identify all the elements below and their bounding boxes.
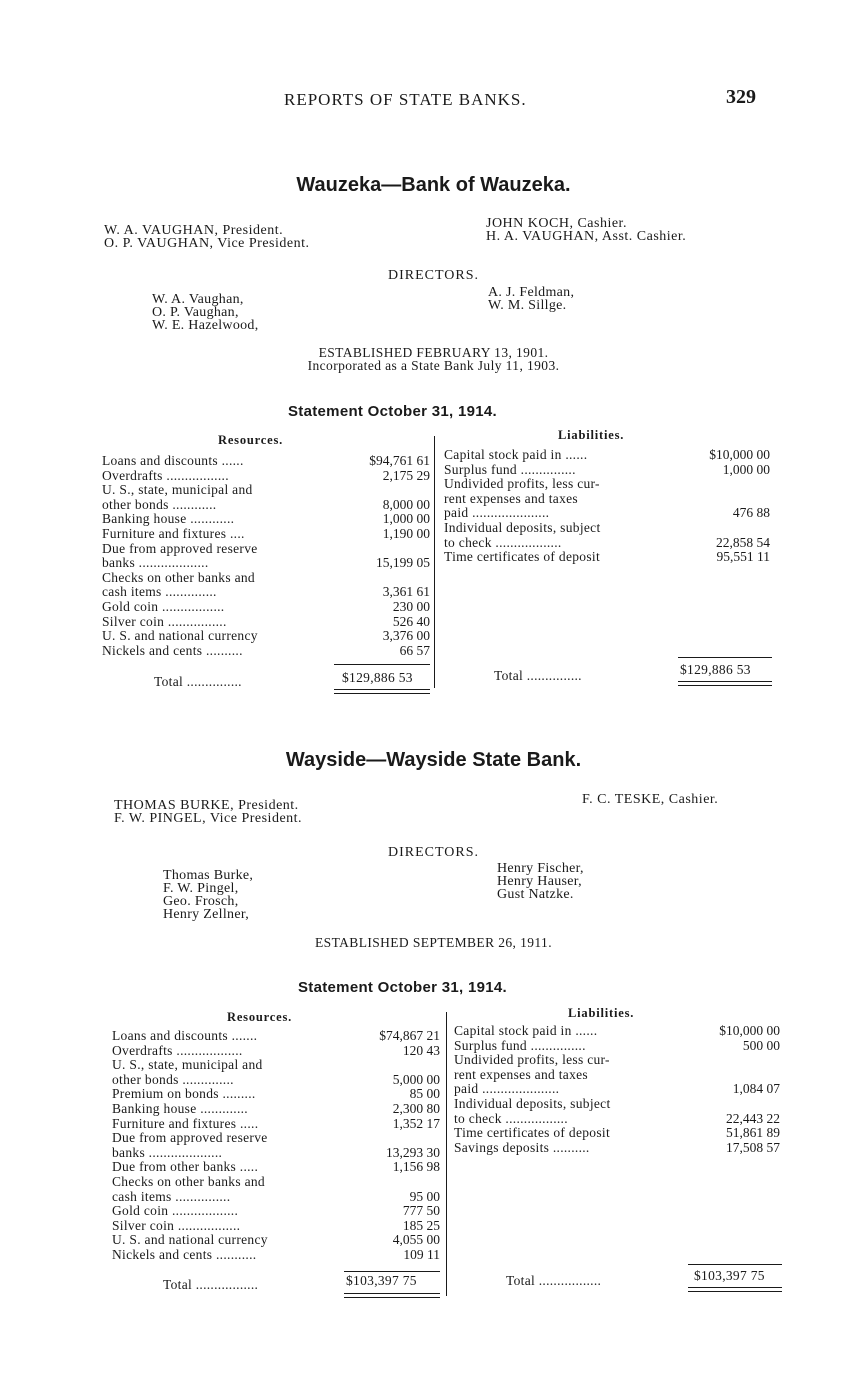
resource-row bbox=[112, 1029, 440, 1044]
officer-asst-cashier: H. A. VAUGHAN, Asst. Cashier. bbox=[486, 229, 687, 244]
resource-row bbox=[112, 1248, 440, 1263]
resources-list bbox=[102, 454, 430, 658]
resource-row-label: cash items .............. bbox=[102, 584, 217, 600]
rule bbox=[334, 664, 430, 665]
resource-row bbox=[112, 1087, 440, 1102]
director-name: A. J. Feldman, bbox=[488, 285, 575, 300]
resource-row-amount: 5,000 00 bbox=[392, 1071, 440, 1087]
resource-row-label: cash items ............... bbox=[112, 1188, 231, 1204]
resource-row-amount: 13,293 30 bbox=[386, 1144, 440, 1160]
director-name: W. A. Vaughan, bbox=[152, 292, 244, 307]
resource-row-label: Banking house ............ bbox=[102, 511, 235, 527]
resource-row-amount: 3,376 00 bbox=[382, 628, 430, 644]
liability-row bbox=[444, 521, 770, 536]
liabilities-heading: Liabilities. bbox=[568, 1006, 635, 1020]
liability-row-amount: 476 88 bbox=[732, 505, 770, 521]
liability-row bbox=[444, 477, 770, 492]
resource-row-amount: 109 11 bbox=[403, 1246, 440, 1262]
incorporated-date: Incorporated as a State Bank July 11, 1903. bbox=[307, 358, 560, 373]
liability-row-amount: 17,508 57 bbox=[726, 1139, 780, 1155]
rule bbox=[678, 685, 772, 686]
resource-row-amount: 120 43 bbox=[402, 1042, 440, 1058]
resource-row-label: Due from approved reserve bbox=[112, 1130, 268, 1146]
resource-row-amount: 8,000 00 bbox=[382, 496, 430, 512]
resource-row-amount: 230 00 bbox=[392, 598, 430, 614]
resource-row-amount: 1,190 00 bbox=[382, 525, 430, 541]
liabilities-total: $129,886 53 bbox=[680, 662, 751, 677]
running-head: REPORTS OF STATE BANKS. bbox=[284, 90, 527, 109]
resource-row-label: Banking house ............. bbox=[112, 1100, 248, 1116]
director-name: Thomas Burke, bbox=[163, 868, 254, 883]
column-divider bbox=[434, 436, 435, 688]
resource-row-label: other bonds .............. bbox=[112, 1071, 234, 1087]
liability-row bbox=[454, 1068, 780, 1083]
resources-total: $129,886 53 bbox=[342, 670, 413, 685]
liability-row-amount: 51,861 89 bbox=[726, 1125, 780, 1141]
liability-row bbox=[444, 506, 770, 521]
resource-row-amount: 185 25 bbox=[402, 1217, 440, 1233]
officers-right bbox=[486, 217, 686, 243]
resource-row bbox=[102, 556, 430, 571]
liability-row-amount: 22,443 22 bbox=[726, 1110, 780, 1126]
resource-row bbox=[112, 1219, 440, 1234]
resource-row-label: other bonds ............ bbox=[102, 496, 217, 512]
statement-heading: Statement October 31, 1914. bbox=[288, 403, 498, 420]
liability-row-label: paid ..................... bbox=[454, 1081, 560, 1097]
resource-row-amount: 1,000 00 bbox=[382, 511, 430, 527]
director-name: Henry Fischer, bbox=[497, 861, 584, 876]
resources-total: $103,397 75 bbox=[346, 1273, 417, 1288]
liabilities-heading: Liabilities. bbox=[558, 428, 625, 442]
resource-row-label: Nickels and cents ........... bbox=[112, 1246, 257, 1262]
liabilities-total: $103,397 75 bbox=[694, 1268, 765, 1283]
resource-row-label: Overdrafts .................. bbox=[112, 1042, 243, 1058]
resources-heading: Resources. bbox=[227, 1010, 293, 1024]
resource-row-amount: $74,867 21 bbox=[379, 1028, 440, 1043]
resource-row-label: U. S. and national currency bbox=[112, 1232, 268, 1248]
resource-row-label: Overdrafts ................. bbox=[102, 467, 229, 483]
bank-title: Wayside—Wayside State Bank. bbox=[285, 749, 582, 771]
resource-row-label: Loans and discounts ....... bbox=[112, 1028, 258, 1043]
liability-row-amount: 95,551 11 bbox=[716, 549, 770, 565]
liability-row-amount: $10,000 00 bbox=[719, 1023, 780, 1038]
rule bbox=[678, 681, 772, 682]
resource-row bbox=[102, 629, 430, 644]
officer-vice-president: O. P. VAUGHAN, Vice President. bbox=[104, 236, 310, 251]
liability-row bbox=[454, 1112, 780, 1127]
liabilities-total-label: Total ................. bbox=[506, 1273, 602, 1288]
resource-row-amount: 1,352 17 bbox=[392, 1115, 440, 1131]
resource-row bbox=[102, 644, 430, 659]
liability-row-label: to check ................. bbox=[454, 1110, 568, 1126]
resource-row-label: Loans and discounts ...... bbox=[102, 453, 244, 468]
liability-row-label: rent expenses and taxes bbox=[454, 1066, 588, 1082]
resource-row-label: Due from approved reserve bbox=[102, 540, 258, 556]
resource-row-label: U. S. and national currency bbox=[102, 628, 258, 644]
liability-row-label: Time certificates of deposit bbox=[444, 549, 600, 565]
resource-row-label: banks ................... bbox=[102, 555, 209, 571]
liability-row-label: Undivided profits, less cur- bbox=[454, 1052, 610, 1068]
rule bbox=[678, 657, 772, 658]
directors-heading: DIRECTORS. bbox=[387, 268, 480, 283]
liability-row-label: Capital stock paid in ...... bbox=[444, 447, 588, 462]
resource-row bbox=[112, 1117, 440, 1132]
resource-row-amount: 15,199 05 bbox=[376, 555, 430, 571]
director-name: Geo. Frosch, bbox=[163, 894, 239, 909]
liability-row bbox=[444, 492, 770, 507]
rule bbox=[334, 689, 430, 690]
resource-row-amount: 4,055 00 bbox=[392, 1232, 440, 1248]
liability-row-label: Undivided profits, less cur- bbox=[444, 476, 600, 492]
directors-right bbox=[497, 862, 584, 901]
statement-heading: Statement October 31, 1914. bbox=[298, 979, 508, 996]
officers-left bbox=[114, 799, 302, 825]
resource-row bbox=[112, 1044, 440, 1059]
directors-left bbox=[152, 293, 259, 332]
officer-vice-president: F. W. PINGEL, Vice President. bbox=[114, 811, 303, 826]
bank-title: Wauzeka—Bank of Wauzeka. bbox=[296, 174, 571, 196]
resource-row-label: Checks on other banks and bbox=[112, 1173, 265, 1189]
director-name: Henry Hauser, bbox=[497, 874, 582, 889]
liability-row bbox=[454, 1053, 780, 1068]
resource-row-label: Premium on bonds ......... bbox=[112, 1086, 256, 1102]
liability-row-amount: 22,858 54 bbox=[716, 534, 770, 550]
liability-row bbox=[454, 1097, 780, 1112]
resource-row bbox=[112, 1175, 440, 1190]
director-name: W. E. Hazelwood, bbox=[152, 318, 259, 333]
resource-row bbox=[112, 1131, 440, 1146]
liability-row-amount: $10,000 00 bbox=[709, 447, 770, 462]
directors-left bbox=[163, 869, 253, 921]
officers-right bbox=[582, 793, 718, 806]
liability-row-label: paid ..................... bbox=[444, 505, 550, 521]
directors-heading: DIRECTORS. bbox=[387, 845, 480, 860]
liability-row-label: Savings deposits .......... bbox=[454, 1139, 590, 1155]
resource-row-label: Silver coin ................ bbox=[102, 613, 227, 629]
resources-total-label: Total ................. bbox=[163, 1277, 259, 1292]
resource-row-label: Furniture and fixtures .... bbox=[102, 525, 245, 541]
liability-row-label: Individual deposits, subject bbox=[444, 519, 601, 535]
resource-row-amount: 2,300 80 bbox=[392, 1100, 440, 1116]
rule bbox=[344, 1271, 440, 1272]
liability-row-label: rent expenses and taxes bbox=[444, 490, 578, 506]
liability-row-label: Capital stock paid in ...... bbox=[454, 1023, 598, 1038]
resource-row bbox=[102, 483, 430, 498]
resource-row-label: U. S., state, municipal and bbox=[102, 482, 253, 498]
resource-row bbox=[102, 600, 430, 615]
rule bbox=[688, 1264, 782, 1265]
resource-row-amount: 66 57 bbox=[399, 642, 430, 658]
column-divider bbox=[446, 1012, 447, 1296]
resource-row-amount: $94,761 61 bbox=[369, 453, 430, 468]
liability-row-label: Surplus fund ............... bbox=[454, 1037, 586, 1053]
director-name: Henry Zellner, bbox=[163, 907, 250, 922]
resource-row-label: Gold coin ................. bbox=[102, 598, 225, 614]
resource-row bbox=[112, 1146, 440, 1161]
resource-row bbox=[112, 1204, 440, 1219]
rule bbox=[344, 1293, 440, 1294]
liability-row bbox=[454, 1082, 780, 1097]
rule bbox=[688, 1287, 782, 1288]
resource-row bbox=[112, 1233, 440, 1248]
liability-row bbox=[444, 550, 770, 565]
liability-row-amount: 500 00 bbox=[742, 1037, 780, 1053]
officer-president: W. A. VAUGHAN, President. bbox=[104, 223, 284, 238]
rule bbox=[688, 1291, 782, 1292]
resource-row bbox=[102, 585, 430, 600]
resource-row-label: Due from other banks ..... bbox=[112, 1159, 259, 1175]
resource-row bbox=[102, 615, 430, 630]
liability-row bbox=[454, 1126, 780, 1141]
liability-row-label: Time certificates of deposit bbox=[454, 1125, 610, 1141]
director-name: W. M. Sillge. bbox=[488, 298, 567, 313]
rule bbox=[334, 693, 430, 694]
resources-heading: Resources. bbox=[218, 433, 284, 447]
resource-row-amount: 85 00 bbox=[409, 1086, 440, 1102]
liability-row bbox=[444, 448, 770, 463]
resource-row-label: Gold coin .................. bbox=[112, 1203, 239, 1219]
directors-right bbox=[488, 286, 574, 312]
resource-row bbox=[112, 1073, 440, 1088]
resource-row bbox=[112, 1190, 440, 1205]
liability-row-label: to check .................. bbox=[444, 534, 562, 550]
resource-row-amount: 1,156 98 bbox=[392, 1159, 440, 1175]
director-name: F. W. Pingel, bbox=[163, 881, 239, 896]
resources-total-label: Total ............... bbox=[154, 674, 242, 689]
rule bbox=[344, 1297, 440, 1298]
resource-row-amount: 526 40 bbox=[392, 613, 430, 629]
resource-row bbox=[102, 454, 430, 469]
resource-row bbox=[102, 498, 430, 513]
resources-list bbox=[112, 1029, 440, 1263]
resource-row bbox=[102, 571, 430, 586]
resource-row bbox=[102, 512, 430, 527]
liability-row-label: Individual deposits, subject bbox=[454, 1095, 611, 1111]
liability-row bbox=[444, 536, 770, 551]
resource-row bbox=[102, 542, 430, 557]
liability-row bbox=[454, 1141, 780, 1156]
resource-row-label: Nickels and cents .......... bbox=[102, 642, 243, 658]
resource-row-amount: 2,175 29 bbox=[382, 467, 430, 483]
liabilities-list bbox=[454, 1024, 780, 1155]
resource-row bbox=[102, 527, 430, 542]
resource-row-label: banks .................... bbox=[112, 1144, 223, 1160]
liabilities-total-label: Total ............... bbox=[494, 668, 582, 683]
officer-cashier: F. C. TESKE, Cashier. bbox=[582, 792, 719, 807]
resource-row bbox=[102, 469, 430, 484]
resource-row-label: Checks on other banks and bbox=[102, 569, 255, 585]
resource-row bbox=[112, 1160, 440, 1175]
established-date: ESTABLISHED FEBRUARY 13, 1901. bbox=[318, 345, 549, 360]
resource-row-label: Silver coin ................. bbox=[112, 1217, 241, 1233]
liability-row-amount: 1,084 07 bbox=[732, 1081, 780, 1097]
resource-row-amount: 777 50 bbox=[402, 1203, 440, 1219]
officers-left bbox=[104, 224, 310, 250]
resource-row bbox=[112, 1058, 440, 1073]
officer-cashier: JOHN KOCH, Cashier. bbox=[486, 216, 627, 231]
liability-row-amount: 1,000 00 bbox=[722, 461, 770, 477]
established-date: ESTABLISHED SEPTEMBER 26, 1911. bbox=[315, 935, 552, 950]
resource-row-amount: 95 00 bbox=[409, 1188, 440, 1204]
officer-president: THOMAS BURKE, President. bbox=[114, 798, 299, 813]
liabilities-list bbox=[444, 448, 770, 565]
resource-row-label: U. S., state, municipal and bbox=[112, 1057, 263, 1073]
liability-row bbox=[444, 463, 770, 478]
director-name: O. P. Vaughan, bbox=[152, 305, 239, 320]
resource-row-amount: 3,361 61 bbox=[382, 584, 430, 600]
liability-row bbox=[454, 1039, 780, 1054]
liability-row bbox=[454, 1024, 780, 1039]
page-number: 329 bbox=[726, 86, 756, 108]
resource-row-label: Furniture and fixtures ..... bbox=[112, 1115, 259, 1131]
resource-row bbox=[112, 1102, 440, 1117]
director-name: Gust Natzke. bbox=[497, 887, 574, 902]
liability-row-label: Surplus fund ............... bbox=[444, 461, 576, 477]
